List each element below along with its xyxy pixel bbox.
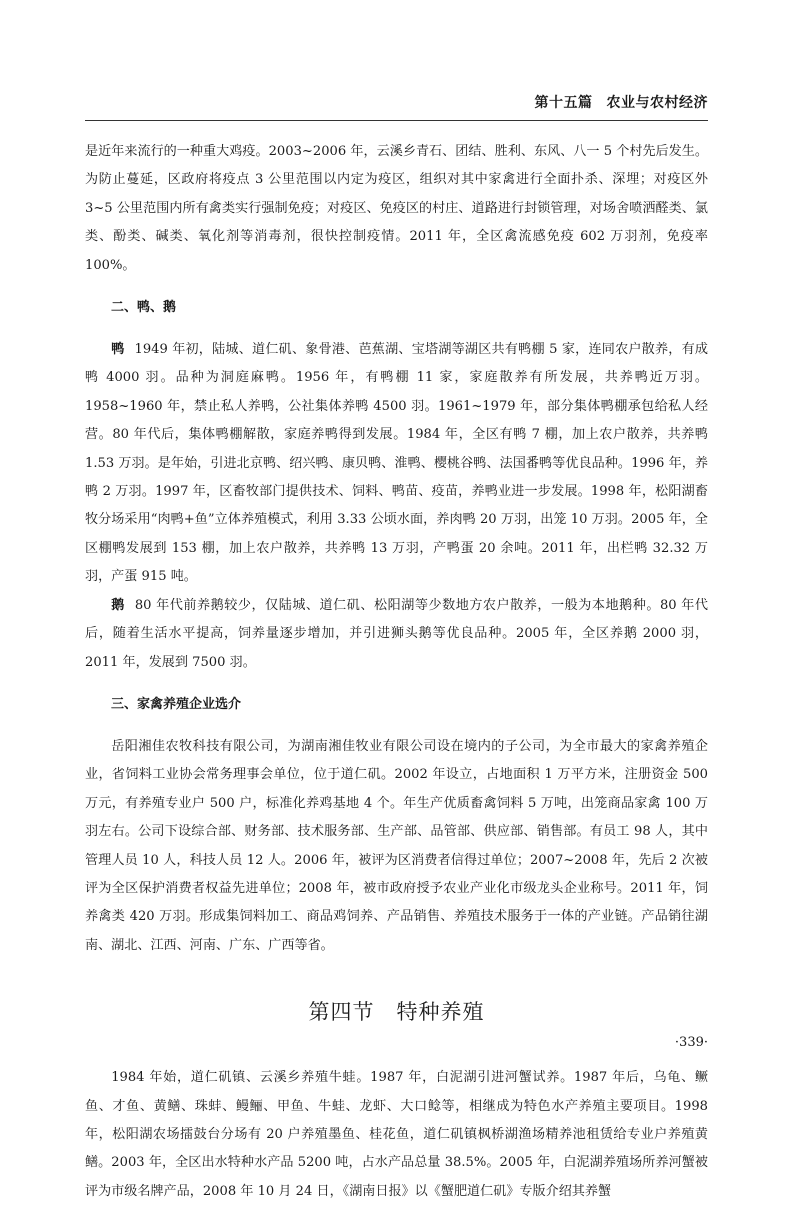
duck-text: 1949 年初，陆城、道仁矶、象骨港、芭蕉湖、宝塔湖等湖区共有鸭棚 5 家，连同农户散养，有成鸭 4000 羽。品种为洞庭麻鸭。1956 年，有鸭棚 11 家，家庭散养有所发展，共养鸭近万羽。1958~1960 年，禁止私人养鸭，公社集体养鸭 4500 羽。1961~1979 年，部分集体鸭棚承包给私人经营。80 年代后，集体鸭棚解散，家庭养鸭得到发展。1984 年，全区有鸭 7 棚，加上农户散养，共养鸭 1.53 万羽。是年始，引进北京鸭、绍兴鸭、康贝鸭、淮鸭、樱桃谷鸭、法国番鸭等优良品种。1996 年，养鸭 2 万羽。1997 年，区畜牧部门提供技术、饲料、鸭苗、疫苗，养鸭业进一步发展。1998 年，松阳湖畜牧分场采用“肉鸭+鱼”立体养殖模式，利用 3.33 公顷水面，养肉鸭 20 万羽，出笼 10 万羽。2005 年，全区棚鸭发展到 153 棚，加上农户散养，共养鸭 13 万羽，产鸭蛋 20 余吨。2011 年，出栏鸭 32.32 万羽，产蛋 915 吨。 xyxy=(85,342,709,585)
header-part: 第十五篇 xyxy=(534,95,593,111)
paragraph-continuation: 是近年来流行的一种重大鸡疫。2003~2006 年，云溪乡青石、团结、胜利、东风、八一 5 个村先后发生。为防止蔓延，区政府将疫点 3 公里范围以内定为疫区，组织对其中家禽进行全面扑杀、深埋；对疫区外 3~5 公里范围内所有禽类实行强制免疫；对疫区、免疫区的村庄、道路进行封锁管理，对场舍喷洒醛类、氯类、酚类、碱类、氧化剂等消毒剂，很快控制疫情。2011 年，全区禽流感免疫 602 万羽剂，免疫率 100%。 xyxy=(85,144,708,273)
goose-text: 80 年代前养鹅较少，仅陆城、道仁矶、松阳湖等少数地方农户散养，一般为本地鹅种。80 年代后，随着生活水平提高，饲养量逐步增加，并引进狮头鹅等优良品种。2005 年，全区养鹅 2000 羽，2011 年，发展到 7500 羽。 xyxy=(85,597,708,670)
paragraph-enterprise: 岳阳湘佳农牧科技有限公司，为湖南湘佳牧业有限公司设在境内的子公司，为全市最大的家禽养殖企业，省饲料工业协会常务理事会单位，位于道仁矶。2002 年设立，占地面积 1 万平方米，注册资金 500 万元，有养殖专业户 500 户，标准化养鸡基地 4 个。年生产优质畜禽饲料 5 万吨，出笼商品家禽 100 万羽左右。公司下设综合部、财务部、技术服务部、生产部、品管部、供应部、销售部。有员工 98 人，其中管理人员 10 人，科技人员 12 人。2006 年，被评为区消费者信得过单位；2007~2008 年，先后 2 次被评为全区保护消费者权益先进单位；2008 年，被市政府授予农业产业化市级龙头企业称号。2011 年，饲养禽类 420 万羽。形成集饲料加工、商品鸡饲养、产品销售、养殖技术服务于一体的产业链。产品销往湖南、湖北、江西、河南、广东、广西等省。 xyxy=(85,738,708,953)
section-title: 特种养殖 xyxy=(396,1000,485,1025)
paragraph-special: 1984 年始，道仁矶镇、云溪乡养殖牛蛙。1987 年，白泥湖引进河蟹试养。1987 年后，乌龟、鳜鱼、才鱼、黄鳝、珠蚌、鳗鲡、甲鱼、牛蛙、龙虾、大口鲶等，相继成为特色水产养殖主要项目。1998 年，松阳湖农场擂鼓台分场有 20 户养殖墨鱼、桂花鱼，道仁矶镇枫桥湖渔场精养池租赁给专业户养殖黄鳝。2003 年，全区出水特种水产品 5200 吨，占水产品总量 38.5%。2005 年，白泥湖养殖场所养河蟹被评为市级名牌产品，2008 年 10 月 24 日，《湖南日报》以《蟹肥道仁矶》专版介绍其养蟹 xyxy=(85,1070,708,1199)
paragraph-duck xyxy=(85,336,708,592)
lead-goose: 鹅 xyxy=(111,597,125,613)
subheading-duck-goose: 二、鸭、鹅 xyxy=(111,300,177,316)
subheading-enterprise: 三、家禽养殖企业选介 xyxy=(111,696,242,712)
paragraph-goose xyxy=(85,592,708,677)
running-header xyxy=(85,92,708,112)
section-number: 第四节 xyxy=(308,1000,375,1025)
page-body xyxy=(85,138,708,1206)
section-heading xyxy=(85,996,708,1026)
lead-duck: 鸭 xyxy=(111,342,125,358)
header-rule xyxy=(85,120,708,121)
page-number: ·339· xyxy=(674,1035,708,1050)
header-title: 农业与农村经济 xyxy=(606,95,708,111)
